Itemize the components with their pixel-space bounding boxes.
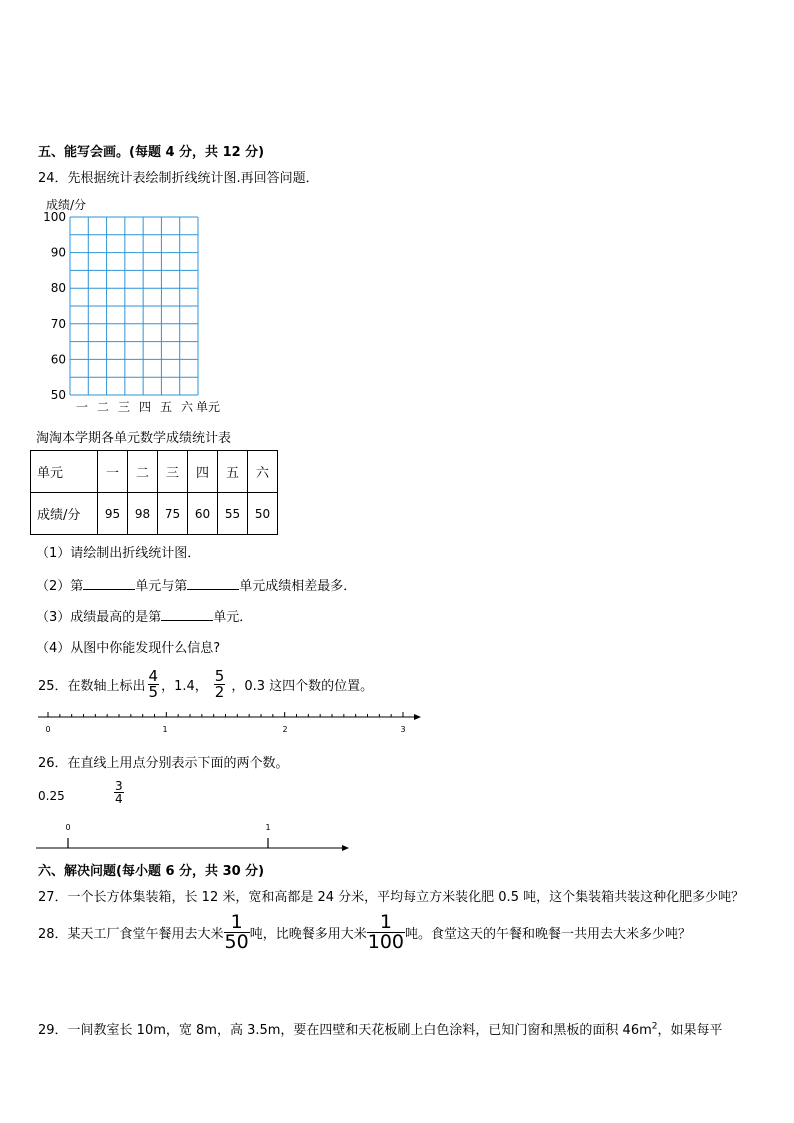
fraction-denominator: 5 <box>148 682 159 701</box>
axis-label: 0 <box>65 823 71 832</box>
row-header-unit: 单元 <box>31 451 98 493</box>
sub3-text-b: 单元． <box>213 610 253 625</box>
axis-label: 1 <box>265 823 271 832</box>
fraction-numerator: 1 <box>230 910 243 933</box>
q28-text-c: 吨。食堂这天的午餐和晚餐一共用去大米多少吨？ <box>405 926 692 942</box>
q25-suffix: ，0.3 这四个数的位置。 <box>231 678 374 694</box>
unit-cell: 三 <box>158 451 188 493</box>
table-caption: 淘淘本学期各单元数学成绩统计表 <box>36 431 232 446</box>
axis-label: 3 <box>400 725 406 734</box>
x-unit-label: 单元 <box>196 400 221 414</box>
q29-text-a: 29．一间教室长 10m，宽 8m，高 3.5m，要在四壁和天花板刷上白色涂料，已知门窗和黑板的面积 46m <box>38 1023 652 1038</box>
score-cell: 60 <box>188 493 218 535</box>
y-tick-label: 70 <box>50 316 66 331</box>
x-tick-label: 四 <box>139 400 152 414</box>
score-cell: 75 <box>158 493 188 535</box>
scores-table <box>30 450 278 535</box>
fraction-denominator: 50 <box>224 930 249 953</box>
x-tick-label: 一 <box>76 400 89 414</box>
question-25-stem <box>38 664 373 704</box>
number-0-25: 0.25 <box>38 789 65 803</box>
section-6-heading: 六、解决问题(每小题 6 分，共 30 分) <box>38 864 265 879</box>
question-24-sub-2 <box>36 575 356 594</box>
sub2-text-a: （2）第 <box>36 579 84 594</box>
question-24-sub-1: （1）请绘制出折线统计图． <box>36 546 201 561</box>
y-tick-labels <box>43 210 66 402</box>
fraction-numerator: 4 <box>148 666 159 685</box>
y-tick-label: 100 <box>43 210 66 224</box>
section-5-heading: 五、能写会画。(每题 4 分，共 12 分) <box>38 145 265 160</box>
y-tick-label: 50 <box>50 388 66 402</box>
question-24-sub-3 <box>36 606 252 625</box>
fraction-numerator: 1 <box>379 910 392 933</box>
arrow-head-icon <box>414 714 421 720</box>
grid-lines <box>70 217 198 395</box>
question-29 <box>38 1019 723 1038</box>
unit-cell: 二 <box>128 451 158 493</box>
q29-text-b: ，如果每平 <box>657 1023 723 1038</box>
fraction-1-50 <box>224 910 250 953</box>
unit-cell: 六 <box>248 451 278 493</box>
q25-prefix: 25．在数轴上标出 <box>38 678 146 694</box>
answer-blank[interactable] <box>161 608 213 621</box>
fraction-numerator: 3 <box>115 779 123 793</box>
q25-mid: ，1.4， <box>161 678 208 694</box>
y-tick-label: 60 <box>50 352 66 367</box>
x-tick-label: 三 <box>118 400 131 414</box>
score-cell: 95 <box>98 493 128 535</box>
q28-text-b: 吨，比晚餐多用大米 <box>249 926 367 942</box>
score-cell: 55 <box>218 493 248 535</box>
score-cell: 50 <box>248 493 278 535</box>
fraction-1-100 <box>367 910 405 953</box>
y-tick-label: 80 <box>50 281 66 296</box>
superscript: 2 <box>651 1021 658 1032</box>
fraction-numerator: 5 <box>214 666 225 685</box>
fraction-4-5 <box>148 666 160 701</box>
row-header-score: 成绩/分 <box>31 493 98 535</box>
question-28 <box>38 912 691 952</box>
sub3-text-a: （3）成绩最高的是第 <box>36 610 162 625</box>
fraction-3-4 <box>114 780 124 805</box>
axis-label: 2 <box>282 725 288 734</box>
answer-blank[interactable] <box>83 577 135 590</box>
table-row <box>31 493 278 535</box>
q28-text-a: 28．某天工厂食堂午餐用去大米 <box>38 926 224 942</box>
number-line-0-to-1[interactable] <box>30 818 360 854</box>
table-row <box>31 451 278 493</box>
number-line-0-to-3[interactable] <box>30 706 430 736</box>
x-tick-label: 五 <box>160 400 173 414</box>
axis-label: 0 <box>45 725 51 734</box>
unit-cell: 五 <box>218 451 248 493</box>
fraction-denominator: 4 <box>115 792 123 806</box>
x-tick-label: 六 <box>181 400 194 414</box>
question-27: 27．一个长方体集装箱，长 12 米，宽和高都是 24 分米，平均每立方米装化肥 0.5 吨，这个集装箱共装这种化肥多少吨？ <box>38 890 745 905</box>
answer-blank[interactable] <box>187 577 239 590</box>
question-24-stem: 24．先根据统计表绘制折线统计图.再回答问题． <box>38 171 319 186</box>
unit-cell: 一 <box>98 451 128 493</box>
x-tick-label: 二 <box>97 400 110 414</box>
sub2-text-b: 单元与第 <box>135 579 188 594</box>
blank-line-graph-grid <box>0 0 260 420</box>
score-cell: 98 <box>128 493 158 535</box>
fraction-denominator: 100 <box>367 930 405 953</box>
arrow-head-icon <box>342 845 349 851</box>
fraction-denominator: 2 <box>214 682 225 701</box>
axis-label: 1 <box>162 725 168 734</box>
question-26-stem: 26．在直线上用点分别表示下面的两个数。 <box>38 756 289 771</box>
graph-y-label: 成绩/分 <box>46 198 87 212</box>
fraction-5-2 <box>214 666 226 701</box>
sub2-text-c: 单元成绩相差最多． <box>239 579 357 594</box>
unit-cell: 四 <box>188 451 218 493</box>
y-tick-label: 90 <box>50 245 66 260</box>
question-24-sub-4: （4）从图中你能发现什么信息? <box>36 641 221 656</box>
